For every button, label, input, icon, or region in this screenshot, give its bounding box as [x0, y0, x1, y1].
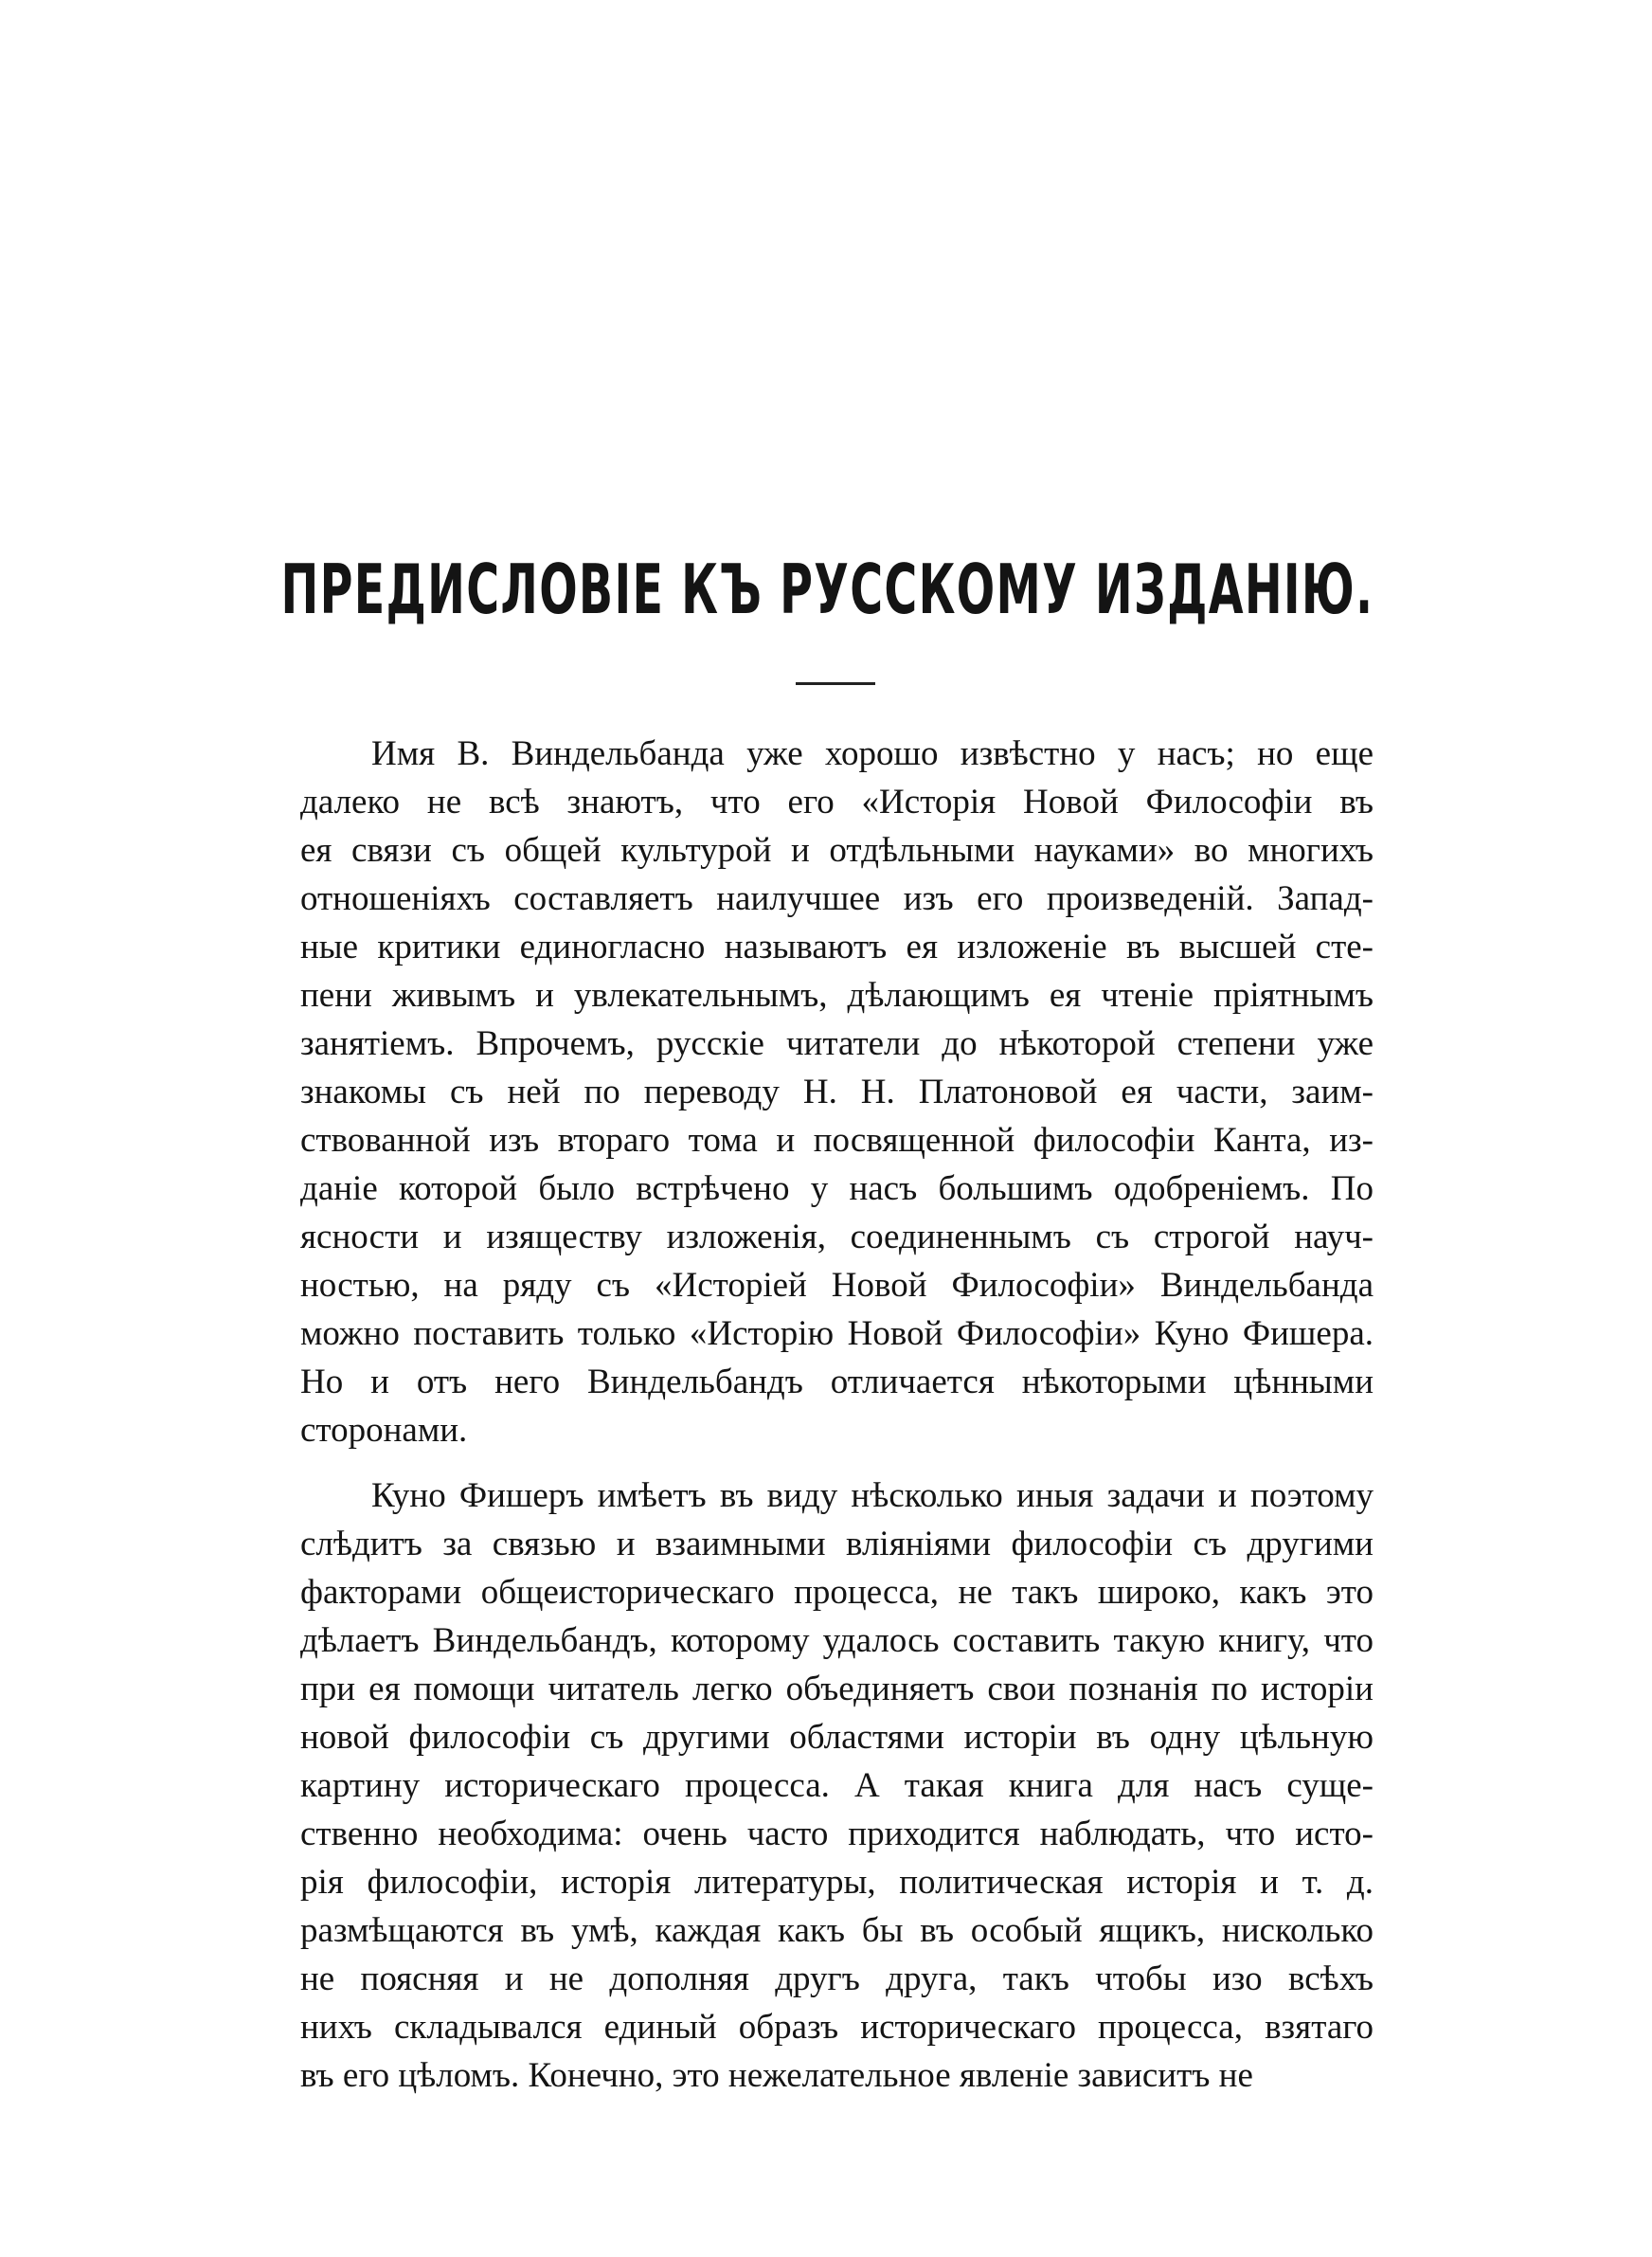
- text-line: даніе которой было встрѣчено у насъ большимъ одобреніемъ. По: [300, 1169, 1374, 1208]
- page-title: ПРЕДИСЛОВІЕ КЪ РУССКОМУ ИЗДАНІЮ.: [280, 550, 1374, 629]
- text-line: ственно необходима: очень часто приходится наблюдать, что исто-: [300, 1815, 1374, 1853]
- text-line: далеко не всѣ знаютъ, что его «Исторія Новой Философіи въ: [300, 783, 1374, 822]
- text-line: въ его цѣломъ. Конечно, это нежелательное явленіе зависитъ не: [300, 2056, 1253, 2095]
- text-line: ея связи съ общей культурой и отдѣльными науками» во многихъ: [300, 831, 1374, 870]
- text-line: новой философіи съ другими областями исторіи въ одну цѣльную: [300, 1718, 1374, 1757]
- text-line: можно поставить только «Исторію Новой Философіи» Куно Фишера.: [300, 1314, 1374, 1353]
- text-line: при ея помощи читатель легко объединяетъ свои познанія по исторіи: [300, 1670, 1374, 1708]
- text-line: слѣдитъ за связью и взаимными вліяніями философіи съ другими: [300, 1525, 1374, 1563]
- text-line: занятіемъ. Впрочемъ, русскіе читатели до нѣкоторой степени уже: [300, 1024, 1374, 1063]
- body-text: [300, 730, 1374, 2100]
- text-line: ные критики единогласно называютъ ея изложеніе въ высшей сте-: [300, 928, 1374, 966]
- text-line: ясности и изяществу изложенія, соединеннымъ съ строгой науч-: [300, 1218, 1374, 1256]
- text-line: дѣлаетъ Виндельбандъ, которому удалось составить такую книгу, что: [300, 1621, 1374, 1660]
- text-line: знакомы съ ней по переводу Н. Н. Платоновой ея части, заим-: [300, 1073, 1374, 1111]
- text-line: Куно Фишеръ имѣетъ въ виду нѣсколько иныя задачи и поэтому: [371, 1476, 1374, 1515]
- text-line: Но и отъ него Виндельбандъ отличается нѣкоторыми цѣнными: [300, 1363, 1374, 1401]
- text-line: Имя В. Виндельбанда уже хорошо извѣстно у насъ; но еще: [371, 734, 1374, 773]
- title-divider: [796, 682, 875, 685]
- text-line: картину историческаго процесса. А такая книга для насъ суще-: [300, 1766, 1374, 1805]
- text-line: нихъ складывался единый образъ историческаго процесса, взятаго: [300, 2008, 1374, 2047]
- paragraph: [300, 730, 1374, 1454]
- text-line: факторами общеисторическаго процесса, не такъ широко, какъ это: [300, 1573, 1374, 1612]
- paragraph: [300, 1472, 1374, 2100]
- text-line: ствованной изъ втораго тома и посвященной философіи Канта, из-: [300, 1121, 1374, 1160]
- text-line: пени живымъ и увлекательнымъ, дѣлающимъ ея чтеніе пріятнымъ: [300, 976, 1374, 1015]
- text-line: размѣщаются въ умѣ, каждая какъ бы въ особый ящикъ, нисколько: [300, 1911, 1374, 1950]
- text-line: сторонами.: [300, 1411, 468, 1450]
- text-line: рія философіи, исторія литературы, политическая исторія и т. д.: [300, 1863, 1374, 1902]
- text-line: не поясняя и не дополняя другъ друга, такъ чтобы изо всѣхъ: [300, 1959, 1374, 1998]
- text-line: ностью, на ряду съ «Исторіей Новой Философіи» Виндельбанда: [300, 1266, 1374, 1305]
- text-line: отношеніяхъ составляетъ наилучшее изъ его произведеній. Запад-: [300, 879, 1374, 918]
